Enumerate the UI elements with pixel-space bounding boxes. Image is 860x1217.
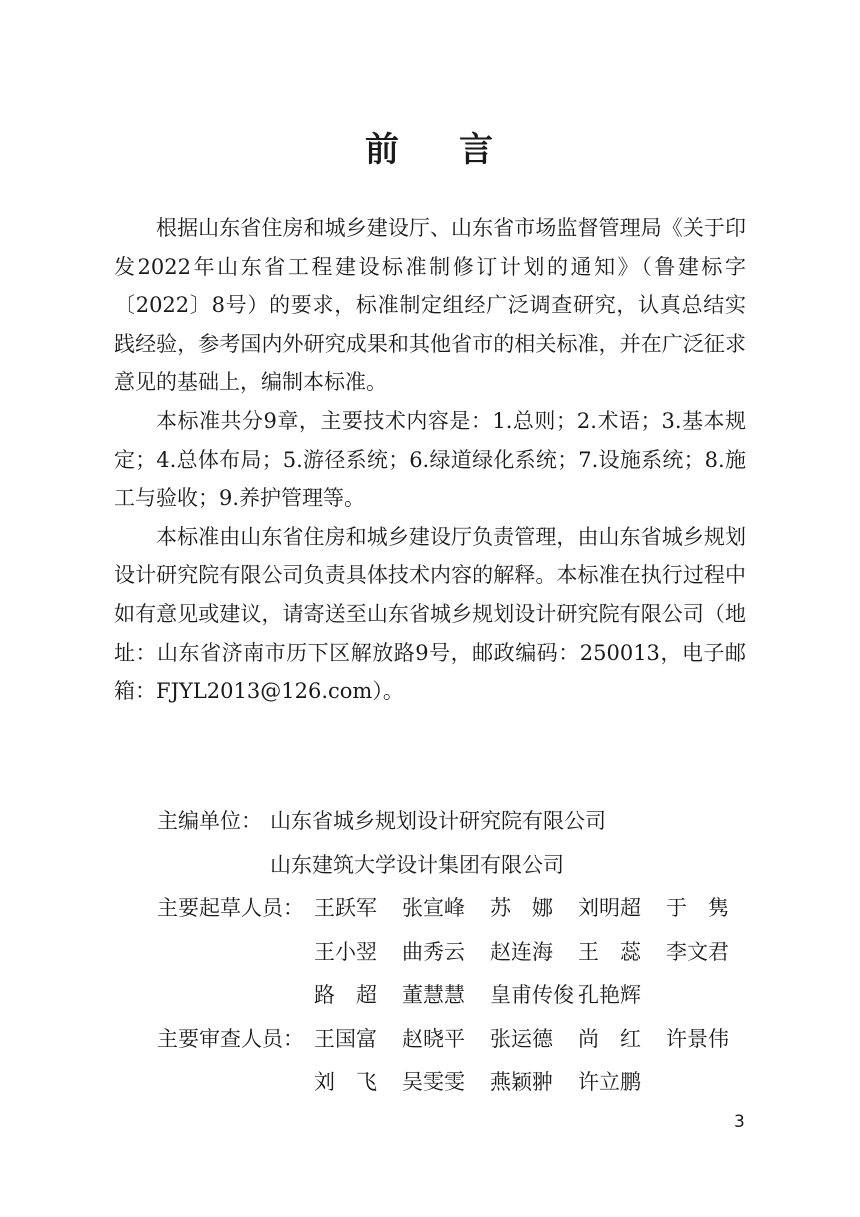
drafter-name: 曲秀云 — [402, 939, 465, 964]
reviewers-row — [157, 1018, 757, 1062]
drafter-name: 孔艳辉 — [578, 983, 641, 1007]
preface-body — [114, 209, 746, 711]
paragraph-background: 根据山东省住房和城乡建设厅、山东省市场监督管理局《关于印发2022年山东省工程建设标准制修订计划的通知》（鲁建标字〔2022〕8号）的要求，标准制定组经广泛调查研究，认真总结实践经验，参考国内外研究成果和其他省市的相关标准，并在广泛征求意见的基础上，编制本标准。 — [114, 216, 746, 395]
reviewer-name: 赵晓平 — [402, 1026, 465, 1051]
paragraph-contents: 本标准共分9章，主要技术内容是：1.总则；2.术语；3.基本规定；4.总体布局；5.游径系统；6.绿道绿化系统；7.设施系统；8.施工与验收；9.养护管理等。 — [114, 408, 746, 511]
drafters-row — [157, 974, 757, 1018]
title-char-2: 言 — [459, 130, 495, 170]
page-title — [0, 122, 860, 171]
drafter-name: 王小翌 — [314, 939, 377, 964]
editor-unit: 山东省城乡规划设计研究院有限公司 — [270, 809, 606, 833]
reviewer-name: 刘 飞 — [314, 1070, 377, 1094]
drafter-name: 王 蕊 — [578, 939, 641, 964]
reviewer-name: 尚 红 — [578, 1026, 641, 1051]
drafter-name: 于 隽 — [666, 896, 729, 920]
drafters-label: 主要起草人员： — [157, 896, 304, 920]
page-number: 3 — [734, 1112, 745, 1132]
drafter-name: 苏 娜 — [490, 896, 553, 920]
reviewer-name: 燕颖翀 — [490, 1070, 553, 1094]
paragraph-management: 本标准由山东省住房和城乡建设厅负责管理，由山东省城乡规划设计研究院有限公司负责具体技术内容的解释。本标准在执行过程中如有意见或建议，请寄送至山东省城乡规划设计研究院有限公司（地址：山东省济南市历下区解放路9号，邮政编码：250013，电子邮箱：FJYL2013@126.com）。 — [114, 524, 746, 704]
editor-label: 主编单位： — [157, 809, 262, 833]
reviewers-label: 主要审查人员： — [157, 1026, 304, 1051]
reviewer-name: 王国富 — [314, 1026, 377, 1051]
drafter-name: 李文君 — [666, 939, 729, 964]
drafter-name: 路 超 — [314, 983, 377, 1007]
drafter-name: 张宣峰 — [402, 896, 465, 920]
drafters-row — [157, 931, 757, 975]
credits-block — [157, 800, 757, 1105]
reviewers-row — [157, 1061, 757, 1105]
drafter-name: 赵连海 — [490, 939, 553, 964]
drafter-name: 王跃军 — [314, 896, 377, 920]
editor-unit: 山东建筑大学设计集团有限公司 — [270, 852, 564, 877]
reviewer-name: 张运德 — [490, 1026, 553, 1051]
title-char-1: 前 — [365, 130, 401, 170]
editor-row — [157, 800, 757, 844]
reviewer-name: 许立鹏 — [578, 1070, 641, 1094]
drafter-name: 董慧慧 — [402, 983, 465, 1007]
editor-row — [157, 844, 757, 888]
reviewer-name: 吴雯雯 — [402, 1070, 465, 1094]
reviewer-name: 许景伟 — [666, 1026, 729, 1051]
drafters-row — [157, 887, 757, 931]
drafter-name: 刘明超 — [578, 896, 641, 920]
drafter-name: 皇甫传俊 — [490, 983, 574, 1007]
